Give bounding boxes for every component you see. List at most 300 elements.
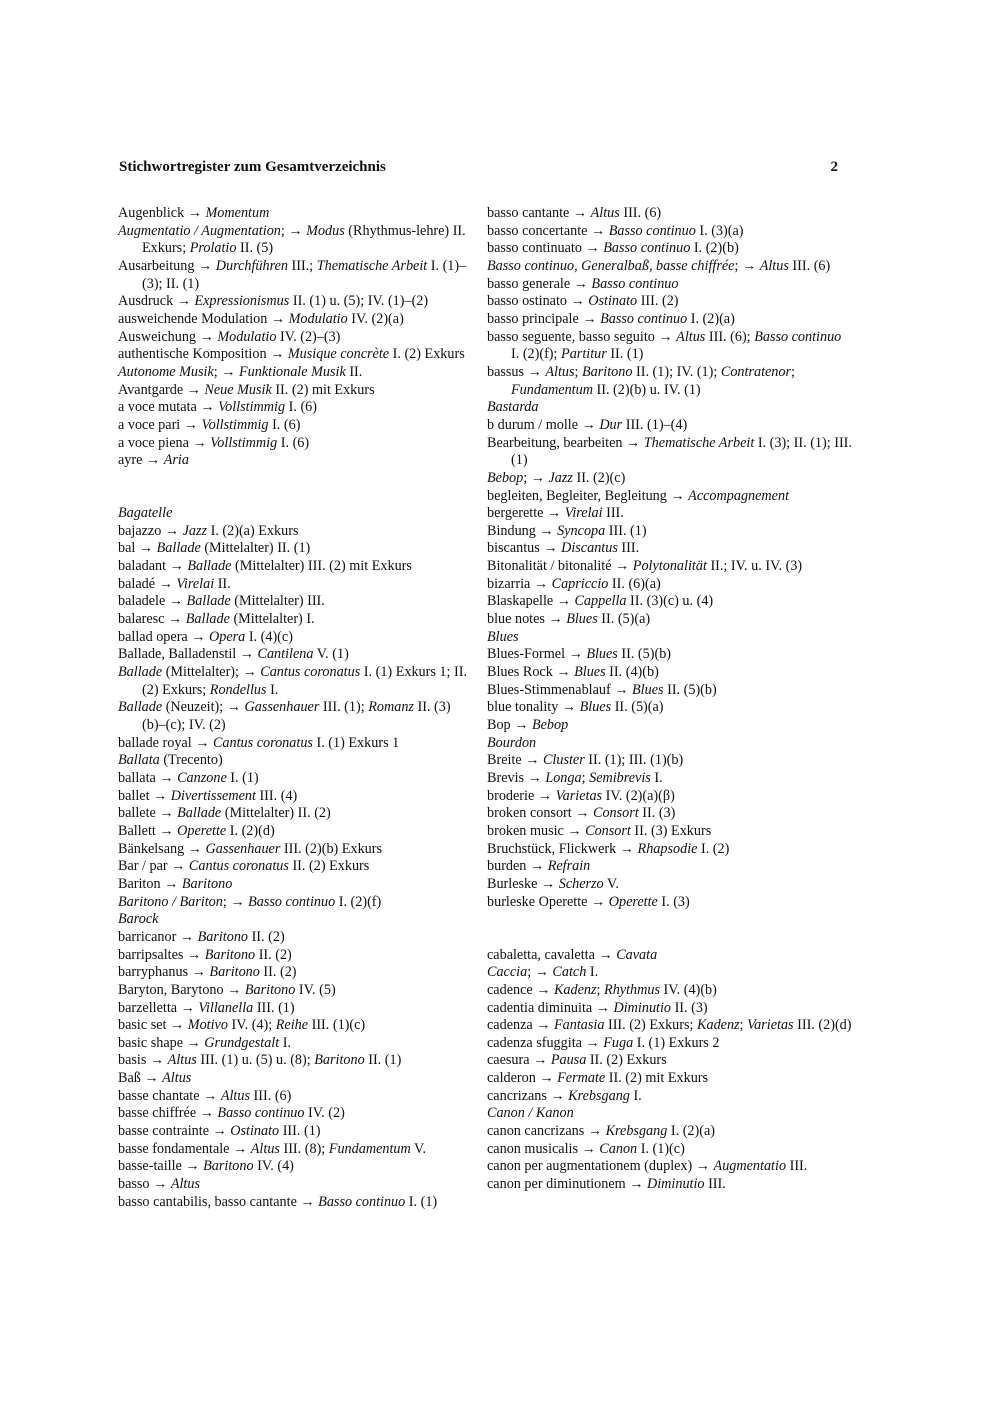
- entry-text: basso seguente, basso seguito →: [487, 328, 677, 345]
- entry-reference: Basso continuo: [248, 893, 336, 910]
- index-entry: [118, 699, 470, 734]
- entry-text: cabaletta, cavaletta →: [487, 946, 617, 963]
- entry-text: Bariton →: [118, 875, 182, 892]
- index-entry: [487, 399, 853, 417]
- index-entry: [487, 611, 853, 629]
- entry-reference: Baritono: [181, 875, 233, 892]
- entry-reference: Blues: [574, 664, 606, 681]
- entry-text: ; →: [213, 363, 239, 380]
- entry-text: cadence →: [487, 981, 554, 998]
- entry-reference: Reihe: [275, 1017, 309, 1034]
- entry-text: bal →: [118, 540, 157, 557]
- entry-text: a voce piena →: [118, 434, 211, 451]
- entry-text: I.: [586, 964, 599, 981]
- index-entry: [118, 1088, 470, 1106]
- entry-reference: Fuga: [603, 1034, 634, 1051]
- entry-text: II. (6)(a): [608, 575, 661, 592]
- entry-reference: Varietas: [747, 1017, 794, 1034]
- entry-reference: Basso continuo: [754, 328, 842, 345]
- index-entry: [487, 1176, 853, 1194]
- entry-text: II. (5)(b): [663, 681, 717, 698]
- entry-text: IV. (2): [304, 1105, 345, 1122]
- entry-text: ballata →: [118, 769, 178, 786]
- entry-reference: Altus: [220, 1087, 250, 1104]
- entry-text: III. (2)(d): [793, 1017, 852, 1034]
- entry-reference: Rhapsodie: [637, 840, 698, 857]
- entry-text: ; →: [527, 964, 553, 981]
- index-entry: [487, 894, 853, 912]
- entry-reference: Longa: [545, 770, 582, 786]
- entry-text: Breite →: [487, 752, 543, 769]
- entry-text: I. (3): [657, 893, 690, 910]
- entry-reference: Altus: [167, 1052, 197, 1069]
- entry-reference: Funktionale Musik: [238, 363, 346, 380]
- entry-reference: Baritono / Bariton: [118, 893, 223, 910]
- entry-text: ballet →: [118, 787, 171, 804]
- entry-text: I. (1) Exkurs 2: [633, 1034, 720, 1051]
- index-entry: [487, 876, 853, 894]
- entry-text: III.: [786, 1158, 808, 1175]
- index-entry: [487, 664, 853, 682]
- entry-text: ;: [574, 363, 583, 380]
- index-entry: [118, 770, 470, 788]
- running-header: [119, 159, 838, 179]
- entry-text: basso principale →: [487, 310, 601, 327]
- entry-text: Augenblick →: [118, 205, 206, 221]
- entry-text: Bearbeitung, bearbeiten →: [487, 434, 644, 451]
- entry-text: I.: [629, 1087, 642, 1104]
- entry-reference: Musique concrète: [287, 346, 390, 363]
- entry-reference: Rhythmus: [604, 981, 660, 998]
- entry-reference: Consort: [593, 805, 639, 822]
- entry-text: II. (3)(c) u. (4): [626, 593, 714, 610]
- entry-reference: Gassenhauer: [244, 699, 320, 716]
- entry-reference: Vollstimmig: [201, 416, 269, 433]
- entry-text: III. (1): [279, 1123, 321, 1140]
- index-entry: [118, 1141, 470, 1159]
- entry-text: Burleske →: [487, 875, 559, 892]
- entry-text: Bar / par →: [118, 858, 189, 875]
- index-entry: [487, 1035, 853, 1053]
- entry-text: I. (2)(f);: [511, 346, 562, 363]
- entry-text: IV. (4)(b): [660, 981, 717, 998]
- index-entry: [487, 858, 853, 876]
- index-entry: [118, 293, 470, 311]
- entry-text: IV. (4): [253, 1158, 294, 1175]
- entry-reference: Baritono: [203, 1158, 254, 1175]
- entry-reference: Baritono: [204, 946, 256, 963]
- index-entry: [118, 382, 470, 400]
- entry-text: III. (6): [788, 257, 831, 274]
- entry-reference: Grundgestalt: [204, 1034, 280, 1051]
- entry-text: I. (2)(a): [667, 1123, 715, 1140]
- entry-reference: Ostinato: [230, 1123, 280, 1140]
- entry-text: I. (1): [405, 1193, 438, 1210]
- entry-text: II. (5)(a): [597, 611, 651, 628]
- entry-text: ; →: [280, 222, 307, 239]
- entry-text: (Mittelalter); →: [162, 664, 261, 681]
- entry-text: I. (1)(c): [637, 1140, 685, 1157]
- index-entry: [487, 223, 853, 241]
- index-entry: [118, 311, 470, 329]
- entry-text: II. (2): [259, 964, 297, 981]
- entry-reference: Ballade: [185, 611, 230, 628]
- entry-text: cadenza →: [487, 1017, 554, 1034]
- entry-text: III.: [704, 1176, 726, 1193]
- index-entry: [487, 1070, 853, 1088]
- entry-reference: Opera: [209, 628, 246, 645]
- entry-text: baladé →: [118, 575, 177, 592]
- entry-text: I. (2)(a) Exkurs: [207, 522, 299, 539]
- entry-reference: Fantasia: [553, 1017, 605, 1034]
- entry-reference: Neue Musik: [204, 381, 272, 398]
- index-entry: [118, 399, 470, 417]
- entry-text: I. (1): [226, 769, 259, 786]
- entry-reference: Altus: [162, 1070, 192, 1087]
- entry-reference: Baritono: [209, 964, 260, 981]
- entry-text: ;: [739, 1017, 748, 1034]
- index-entry: [118, 664, 470, 699]
- entry-text: basso →: [118, 1176, 171, 1193]
- entry-text: bajazzo →: [118, 522, 183, 539]
- entry-text: II. (4)(b): [605, 664, 659, 681]
- entry-text: III. (2): [637, 293, 679, 310]
- entry-text: Ausdruck →: [118, 293, 195, 310]
- entry-text: III. (2) Exkurs;: [604, 1017, 698, 1034]
- entry-text: Ballade, Balladenstil →: [118, 646, 258, 663]
- entry-reference: Diminutio: [646, 1176, 705, 1193]
- index-entry: [487, 735, 853, 753]
- entry-text: III. (6): [250, 1087, 292, 1104]
- entry-reference: Bebop: [487, 469, 524, 486]
- entry-reference: Partitur: [561, 346, 607, 363]
- entry-text: III. (2)(b) Exkurs: [280, 840, 382, 857]
- entry-text: cadentia diminuita →: [487, 999, 614, 1016]
- entry-reference: Expressionismus: [194, 293, 290, 310]
- entry-text: II. (1) u. (5); IV. (1)–(2): [289, 293, 429, 310]
- entry-text: canon per augmentationem (duplex) →: [487, 1158, 714, 1175]
- index-entry: [487, 1158, 853, 1176]
- index-entry: [118, 1000, 470, 1018]
- index-entry: [118, 1194, 470, 1212]
- entry-reference: Virelai: [176, 575, 215, 592]
- index-entry: [118, 876, 470, 894]
- index-entry: [118, 435, 470, 453]
- entry-text: II. (3)(b)–(c); IV. (2): [142, 699, 451, 734]
- entry-text: Bindung →: [487, 522, 558, 539]
- entry-text: V.: [603, 875, 619, 892]
- entry-text: I. (2) Exkurs: [389, 346, 465, 363]
- entry-reference: Ballata: [118, 752, 160, 769]
- index-entry: [487, 823, 853, 841]
- index-entry: [118, 364, 470, 382]
- entry-text: Avantgarde →: [118, 381, 205, 398]
- index-entry: [118, 929, 470, 947]
- entry-reference: Villanella: [198, 999, 254, 1016]
- index-entry: [118, 629, 470, 647]
- index-entry: [118, 894, 470, 912]
- entry-reference: Cantus coronatus: [260, 664, 361, 681]
- entry-text: Baß →: [118, 1070, 163, 1087]
- entry-text: canon musicalis →: [487, 1140, 600, 1157]
- index-entry: [118, 205, 470, 223]
- entry-reference: Basso continuo, Generalbaß, basse chiffrée: [487, 257, 735, 274]
- index-entry: [118, 841, 470, 859]
- entry-text: II. (5)(b): [617, 646, 672, 663]
- entry-text: III. (1);: [319, 699, 369, 716]
- entry-text: ; →: [523, 469, 549, 486]
- entry-text: III. (6): [619, 205, 662, 221]
- entry-text: ballad opera →: [118, 628, 209, 645]
- entry-reference: Altus: [250, 1140, 280, 1157]
- entry-text: III. (8);: [279, 1140, 329, 1157]
- entry-text: Bruchstück, Flickwerk →: [487, 840, 638, 857]
- index-entry: [118, 1070, 470, 1088]
- entry-reference: Thematische Arbeit: [316, 257, 428, 274]
- entry-text: (Mittelalter) III. (2) mit Exkurs: [231, 558, 412, 575]
- entry-reference: Syncopa: [557, 522, 606, 539]
- entry-reference: Fundamentum: [328, 1140, 411, 1157]
- entry-text: IV. (2)(a): [347, 310, 404, 327]
- entry-reference: Cappella: [574, 593, 627, 610]
- entry-text: baladant →: [118, 558, 188, 575]
- entry-text: broken consort →: [487, 805, 593, 822]
- index-entry: [487, 629, 853, 647]
- index-entry: [118, 911, 470, 929]
- entry-text: Bop →: [487, 717, 532, 734]
- index-entry: [487, 1105, 853, 1123]
- entry-reference: Ballade: [186, 593, 231, 610]
- entry-text: basso cantabilis, basso cantante →: [118, 1193, 319, 1210]
- index-entry: [118, 1105, 470, 1123]
- entry-text: Blaskapelle →: [487, 593, 575, 610]
- entry-text: III. (6);: [705, 328, 755, 345]
- entry-text: II. (3): [671, 999, 708, 1016]
- index-entry: [487, 788, 853, 806]
- entry-text: blue tonality →: [487, 699, 580, 716]
- entry-text: II.; IV. u. IV. (3): [706, 558, 803, 575]
- index-entry: [487, 258, 853, 276]
- index-entry: [118, 1052, 470, 1070]
- index-entry: [118, 1017, 470, 1035]
- index-entry: [487, 540, 853, 558]
- entry-text: basse fondamentale →: [118, 1140, 251, 1157]
- index-entry: [118, 452, 470, 470]
- entry-text: III. (1) u. (5) u. (8);: [196, 1052, 315, 1069]
- entry-reference: Krebsgang: [605, 1123, 668, 1140]
- entry-text: III. (1)(c): [308, 1017, 366, 1034]
- index-entry: [487, 964, 853, 982]
- entry-text: II. (2) mit Exkurs: [271, 381, 375, 398]
- index-entry: [487, 770, 853, 788]
- entry-text: bizarria →: [487, 575, 552, 592]
- entry-text: calderon →: [487, 1070, 558, 1087]
- entry-text: (Trecento): [159, 752, 223, 769]
- entry-reference: Canzone: [177, 769, 227, 786]
- index-entry: [487, 947, 853, 965]
- entry-text: I. (2)(a): [687, 310, 735, 327]
- entry-reference: Bagatelle: [118, 505, 173, 522]
- index-entry: [118, 593, 470, 611]
- entry-reference: Baritono: [314, 1052, 365, 1069]
- index-entry: [118, 611, 470, 629]
- entry-text: a voce mutata →: [118, 399, 219, 416]
- entry-reference: Baritono: [197, 928, 249, 945]
- entry-reference: Cantilena: [257, 646, 314, 663]
- index-entry: [487, 1123, 853, 1141]
- entry-text: II. (5): [236, 240, 274, 257]
- entry-reference: Ballade: [177, 805, 222, 822]
- index-entry: [118, 1176, 470, 1194]
- entry-reference: Cantus coronatus: [212, 734, 313, 751]
- entry-reference: Bourdon: [487, 734, 537, 751]
- entry-text: balaresc →: [118, 611, 186, 628]
- entry-reference: Cluster: [542, 752, 585, 769]
- index-entry: [118, 576, 470, 594]
- entry-reference: Bebop: [531, 717, 569, 734]
- index-entry: [487, 576, 853, 594]
- entry-reference: Altus: [590, 205, 620, 221]
- index-entry: [118, 752, 470, 770]
- index-entry: [118, 223, 470, 258]
- entry-text: barripsaltes →: [118, 946, 205, 963]
- index-entry: [487, 699, 853, 717]
- index-entry: [487, 276, 853, 294]
- entry-reference: Consort: [585, 822, 631, 839]
- entry-reference: Krebsgang: [568, 1087, 630, 1104]
- entry-text: II. (1): [364, 1052, 402, 1069]
- entry-text: (Rhythmus-lehre) II. Exkurs;: [142, 222, 466, 257]
- index-entry: [118, 540, 470, 558]
- entry-text: bassus →: [487, 363, 546, 380]
- entry-text: basso generale →: [487, 275, 592, 292]
- entry-reference: Canon / Kanon: [487, 1105, 574, 1122]
- entry-text: ; →: [734, 257, 760, 274]
- entry-reference: Cantus coronatus: [188, 858, 289, 875]
- index-entry: [118, 329, 470, 347]
- index-entry: [118, 805, 470, 823]
- entry-reference: Varietas: [555, 787, 603, 804]
- entry-reference: Barock: [118, 911, 159, 928]
- entry-text: basse chiffrée →: [118, 1105, 218, 1122]
- index-entry: [118, 982, 470, 1000]
- entry-text: II. (5)(a): [611, 699, 664, 716]
- entry-text: I. (2)(d): [226, 822, 275, 839]
- entry-text: II. (3): [638, 805, 676, 822]
- entry-reference: Fundamentum: [511, 381, 593, 398]
- index-entry: [487, 593, 853, 611]
- entry-text: authentische Komposition →: [118, 346, 288, 363]
- entry-text: IV. (5): [295, 981, 336, 998]
- entry-reference: Blues: [566, 611, 598, 628]
- index-entry: [487, 682, 853, 700]
- entry-text: II.: [345, 363, 363, 380]
- entry-text: broderie →: [487, 787, 556, 804]
- entry-text: (Mittelalter) III.: [230, 593, 325, 610]
- entry-text: basis →: [118, 1052, 168, 1069]
- entry-text: I. (2): [697, 840, 730, 857]
- entry-reference: Ballade: [118, 699, 163, 716]
- entry-text: burden →: [487, 858, 548, 875]
- entry-reference: Catch: [552, 964, 587, 981]
- entry-reference: Kadenz: [697, 1017, 740, 1034]
- entry-text: ayre →: [118, 452, 164, 469]
- entry-text: I. (3); II. (1); III. (1): [511, 434, 852, 469]
- entry-text: I.: [266, 681, 279, 698]
- index-entry: [487, 329, 853, 364]
- entry-text: a voce pari →: [118, 416, 202, 433]
- index-entry: [118, 1035, 470, 1053]
- entry-reference: Altus: [759, 257, 789, 274]
- entry-text: basse contrainte →: [118, 1123, 231, 1140]
- entry-text: III. (1): [253, 999, 295, 1016]
- entry-text: I. (1) Exkurs 1; II. (2) Exkurs;: [142, 664, 468, 698]
- entry-text: ;: [791, 363, 795, 380]
- entry-text: III. (1)–(4): [622, 416, 688, 433]
- entry-text: II. (1): [606, 346, 644, 363]
- entry-text: I. (1) Exkurs 1: [312, 734, 400, 751]
- entry-text: ballete →: [118, 805, 178, 822]
- entry-text: (Mittelalter) II. (1): [200, 540, 311, 557]
- entry-reference: Baritono: [244, 981, 296, 998]
- entry-reference: Polytonalität: [632, 558, 707, 575]
- entry-reference: Ostinato: [588, 293, 638, 310]
- index-entry: [487, 364, 853, 399]
- entry-reference: Momentum: [205, 205, 270, 221]
- entry-text: Brevis →: [487, 770, 546, 786]
- entry-text: Bänkelsang →: [118, 840, 206, 857]
- entry-reference: Jazz: [548, 469, 573, 486]
- index-entry: [487, 752, 853, 770]
- entry-text: II. (2): [248, 928, 285, 945]
- entry-text: III.: [617, 540, 640, 557]
- entry-text: II. (2)(c): [572, 469, 626, 486]
- index-entry: [487, 523, 853, 541]
- entry-reference: Thematische Arbeit: [643, 434, 755, 451]
- entry-reference: Baritono: [582, 363, 633, 380]
- entry-reference: Bastarda: [487, 399, 539, 416]
- entry-reference: Vollstimmig: [218, 399, 286, 416]
- entry-text: basso continuato →: [487, 240, 604, 257]
- index-entry: [487, 240, 853, 258]
- entry-text: IV. (2)–(3): [276, 328, 341, 345]
- entry-reference: Altus: [676, 328, 706, 345]
- index-entry: [118, 646, 470, 664]
- index-entry: [487, 646, 853, 664]
- entry-reference: Romanz: [368, 699, 414, 716]
- entry-text: Ausarbeitung →: [118, 257, 216, 274]
- entry-text: I. (6): [268, 416, 301, 433]
- entry-text: I. (3)(a): [695, 222, 744, 239]
- entry-reference: Aria: [163, 452, 189, 469]
- entry-reference: Jazz: [182, 522, 208, 539]
- index-entry: [487, 435, 853, 470]
- entry-text: III. (4): [255, 787, 298, 804]
- entry-reference: Altus: [170, 1176, 200, 1193]
- entry-text: Ausweichung →: [118, 328, 218, 345]
- entry-text: Bitonalität / bitonalité →: [487, 558, 633, 575]
- index-entry: [487, 1052, 853, 1070]
- entry-reference: Diminutio: [613, 999, 672, 1016]
- entry-text: I. (6): [277, 434, 310, 451]
- entry-text: Baryton, Barytono →: [118, 981, 245, 998]
- entry-text: barryphanus →: [118, 964, 210, 981]
- entry-reference: Autonome Musik: [118, 363, 214, 380]
- entry-text: II.: [214, 575, 231, 592]
- entry-text: I. (4)(c): [245, 628, 293, 645]
- entry-text: IV. (4);: [227, 1017, 276, 1034]
- entry-text: ;: [581, 770, 590, 786]
